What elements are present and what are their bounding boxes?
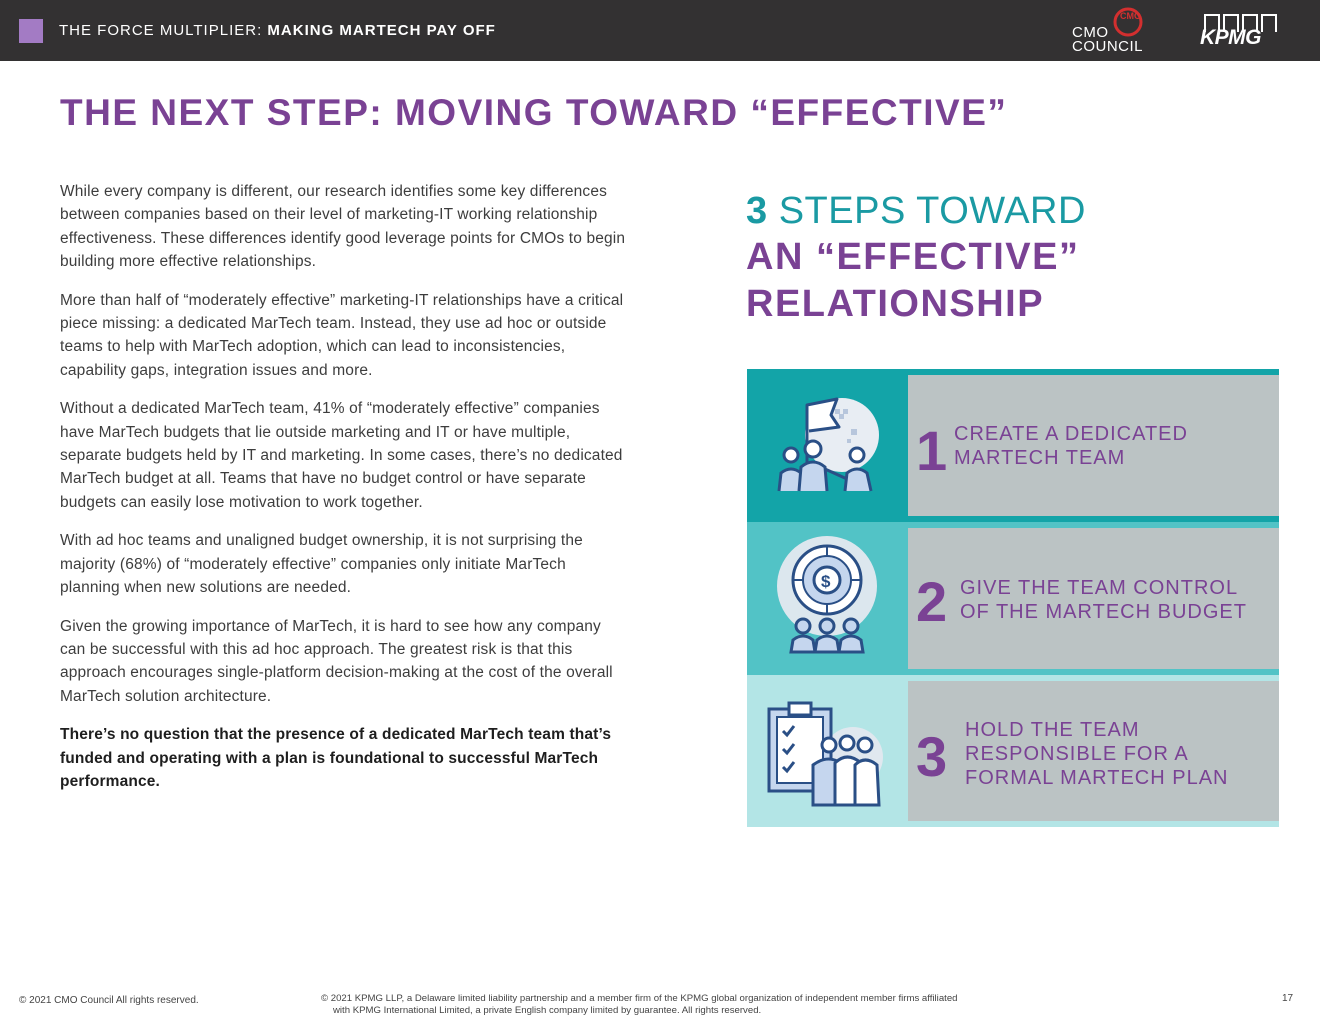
cmo-council-logo: [1068, 6, 1148, 56]
step-1-text-cell: [908, 375, 1279, 516]
step-3-icon-cell: [747, 675, 908, 827]
step-row-3: [747, 675, 1279, 827]
step-1-icon-cell: [747, 369, 908, 522]
header-bar: [0, 0, 1320, 61]
step-2-text-cell: [908, 528, 1279, 669]
step-1-label: CREATE A DEDICATED MARTECH TEAM: [954, 423, 1188, 469]
kpmg-logo: [1198, 12, 1282, 52]
body-copy: [60, 180, 630, 808]
step-3-text-cell: [908, 681, 1279, 821]
steps-heading-line3: RELATIONSHIP: [746, 283, 1045, 325]
body-paragraph-4: With ad hoc teams and unaligned budget ownership, it is not surprising the majority (68%) of “moderately effective” companies only initiate MarTech planning when new solutions are needed.: [60, 532, 583, 597]
section-color-swatch: [19, 19, 43, 43]
step-1-number: 1: [916, 419, 948, 482]
steps-heading: [746, 188, 1286, 328]
steps-list: [747, 369, 1279, 827]
footer-copyright-kpmg: © 2021 KPMG LLP, a Delaware limited liability partnership and a member firm of the KPMG global organization of independent member firms affiliated with KPMG International Limited, a private English company limited by guarantee. All rights reserved.: [321, 993, 958, 1016]
steps-heading-line1: 3 STEPS TOWARD: [746, 190, 1086, 232]
footer-copyright-cmo: © 2021 CMO Council All rights reserved.: [19, 995, 199, 1006]
checklist-team-icon: [747, 675, 908, 827]
cmo-logo-line2: COUNCIL: [1072, 38, 1144, 55]
body-paragraph-3: Without a dedicated MarTech team, 41% of “moderately effective” companies have MarTech budgets that lie outside marketing and IT or have multiple, separate budgets held by IT and marketing. In some cases, there’s no dedicated MarTech budget at all. Teams that have no budget control or have separate budgets can easily lose motivation to work together.: [60, 400, 623, 511]
step-row-1: [747, 369, 1279, 522]
body-paragraph-2: More than half of “moderately effective” marketing-IT relationships have a critical piece missing: a dedicated MarTech team. Instead, they use ad hoc or outside teams to help with MarTech adoption, which can lead to inconsistencies, capability gaps, integration issues and more.: [60, 291, 624, 379]
report-title: THE FORCE MULTIPLIER: MAKING MARTECH PAY OFF: [59, 22, 496, 39]
steps-heading-line2: AN “EFFECTIVE”: [746, 236, 1080, 278]
step-2-label: GIVE THE TEAM CONTROL OF THE MARTECH BUDGET: [960, 577, 1247, 623]
body-paragraph-5: Given the growing importance of MarTech, it is hard to see how any company can be successful with this ad hoc approach. The greatest risk is that this approach encourages single-platform decision-making at the cost of the overall MarTech solution architecture.: [60, 617, 613, 705]
step-2-number: 2: [916, 570, 948, 633]
page-title: THE NEXT STEP: MOVING TOWARD “EFFECTIVE”: [60, 92, 1008, 133]
step-row-2: [747, 522, 1279, 675]
step-3-label: HOLD THE TEAM RESPONSIBLE FOR A FORMAL MARTECH PLAN: [965, 719, 1229, 789]
step-3-number: 3: [916, 725, 948, 788]
kpmg-logo-text: KPMG: [1200, 26, 1261, 49]
cmo-logo-line1: CMO: [1072, 24, 1109, 41]
conclusion-paragraph: There’s no question that the presence of a dedicated MarTech team that’s funded and operating with a plan is foundational to successful MarTech performance.: [60, 726, 612, 790]
body-paragraph-1: While every company is different, our research identifies some key differences between companies based on their level of marketing-IT working relationship effectiveness. These differences identify good leverage points for CMOs to begin building more effective relationships.: [60, 183, 626, 271]
step-2-icon-cell: [747, 522, 908, 675]
svg-text:$: $: [821, 572, 831, 591]
budget-team-icon: [747, 522, 908, 675]
team-flag-icon: [747, 369, 908, 522]
page-number: 17: [1282, 993, 1294, 1004]
svg-text:CMO: CMO: [1120, 11, 1141, 21]
